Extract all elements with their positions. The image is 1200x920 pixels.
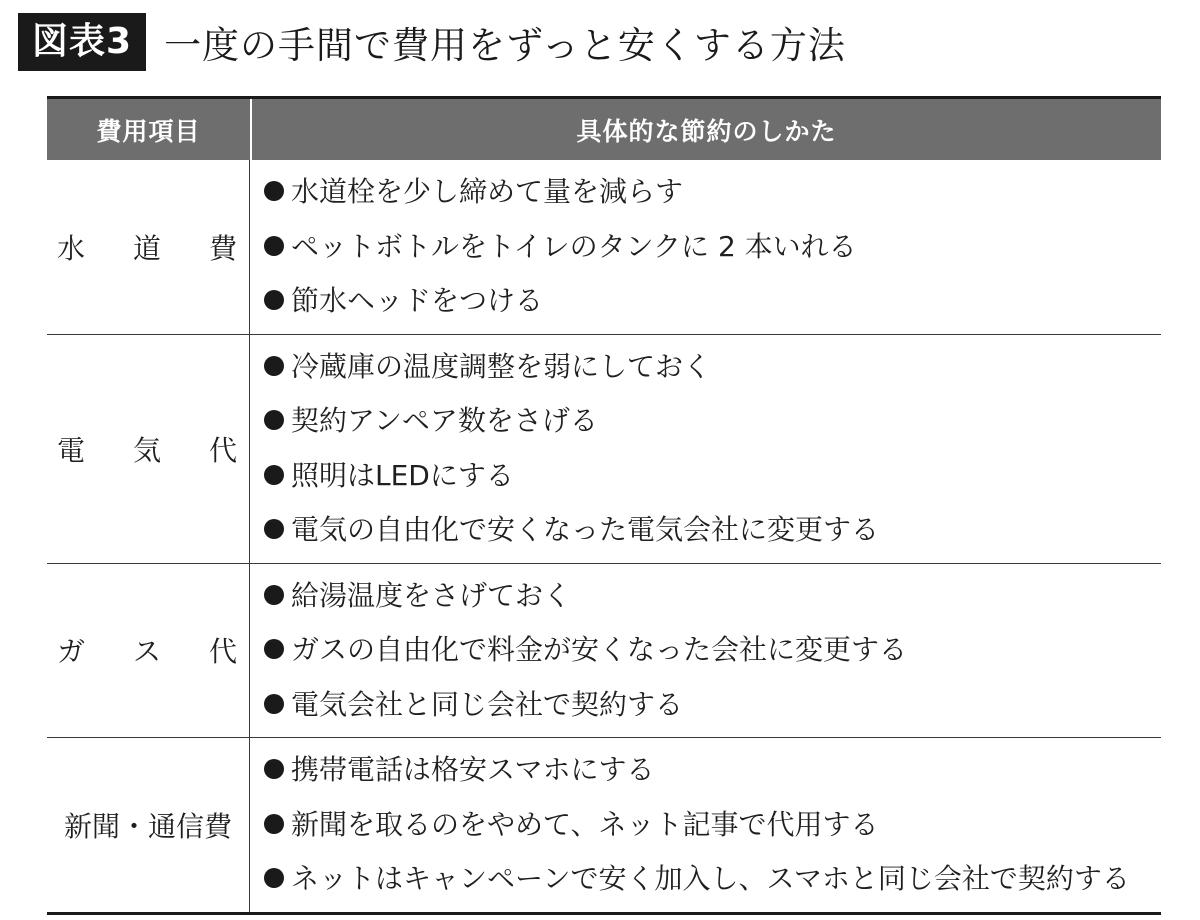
bullet-icon xyxy=(264,694,284,714)
tip-item xyxy=(264,678,1161,733)
tip-text: 電気の自由化で安くなった電気会社に変更する xyxy=(291,513,880,546)
tip-item xyxy=(264,274,1161,329)
tip-text: 水道栓を少し締めて量を減らす xyxy=(291,175,684,208)
tip-text: 携帯電話は格安スマホにする xyxy=(291,753,655,786)
tip-text: ペットボトルをトイレのタンクに 2 本いれる xyxy=(291,229,857,263)
tip-text: 節水ヘッドをつける xyxy=(291,284,544,317)
tip-item xyxy=(264,798,1161,853)
tip-text: ガスの自由化で料金が安くなった会社に変更する xyxy=(291,633,908,666)
tip-item xyxy=(264,394,1161,449)
bullet-icon xyxy=(264,814,284,834)
table-row-water xyxy=(47,160,1161,334)
tip-item xyxy=(264,165,1161,220)
header-tips: 具体的な節約のしかた xyxy=(576,116,837,146)
tip-text: ネットはキャンペーンで安く加入し、スマホと同じ会社で契約する xyxy=(291,862,1130,895)
bullet-icon xyxy=(264,290,284,310)
category-char: ス xyxy=(132,635,161,669)
category-gas xyxy=(47,564,250,738)
bullet-icon xyxy=(264,356,284,376)
category-news-telecom: 新聞・通信費 xyxy=(47,738,250,912)
bullet-icon xyxy=(264,585,284,605)
tip-text: 電気会社と同じ会社で契約する xyxy=(291,687,684,721)
tip-text: 新聞を取るのをやめて、ネット記事で代用する xyxy=(291,807,879,841)
figure-number-badge: 図表3 xyxy=(18,13,146,71)
category-char: 道 xyxy=(132,231,161,265)
table-row-news-telecom xyxy=(47,737,1161,912)
table-row-electricity xyxy=(47,334,1161,563)
tip-text: 給湯温度をさげておく xyxy=(291,578,572,612)
category-char: 代 xyxy=(208,433,237,467)
tip-item xyxy=(264,743,1161,798)
bullet-icon xyxy=(264,519,284,539)
figure-title-text: 一度の手間で費用をずっと安くする方法 xyxy=(164,24,846,67)
tip-item xyxy=(264,340,1161,395)
bullet-icon xyxy=(264,868,284,888)
tips-list xyxy=(250,160,1161,334)
figure-title xyxy=(18,12,846,72)
bullet-icon xyxy=(264,759,284,779)
bullet-icon xyxy=(264,236,284,256)
tips-list xyxy=(250,738,1161,912)
tip-text: 照明はLEDにする xyxy=(291,458,514,492)
category-char: 代 xyxy=(208,635,237,669)
bullet-icon xyxy=(264,410,284,430)
tips-list xyxy=(250,564,1161,738)
tip-item xyxy=(264,852,1161,907)
category-char: 気 xyxy=(132,433,161,467)
tip-item xyxy=(264,220,1161,275)
table-header xyxy=(47,99,1161,160)
bullet-icon xyxy=(264,181,284,201)
tip-item xyxy=(264,623,1161,678)
tip-text: 冷蔵庫の温度調整を弱にしておく xyxy=(291,349,712,383)
category-char: 水 xyxy=(57,231,86,265)
category-char: 費 xyxy=(208,231,237,265)
header-category: 費用項目 xyxy=(47,99,252,160)
tips-list xyxy=(250,335,1161,563)
category-char: 電 xyxy=(57,433,86,467)
table-row-gas xyxy=(47,563,1161,738)
savings-table xyxy=(47,96,1161,915)
tip-item xyxy=(264,503,1161,558)
tip-text: 契約アンペア数をさげる xyxy=(291,404,598,437)
category-electricity xyxy=(47,335,250,563)
category-char: ガ xyxy=(57,635,86,669)
bullet-icon xyxy=(264,639,284,659)
bullet-icon xyxy=(264,465,284,485)
tip-item xyxy=(264,569,1161,624)
category-water xyxy=(47,160,250,334)
tip-item xyxy=(264,449,1161,504)
